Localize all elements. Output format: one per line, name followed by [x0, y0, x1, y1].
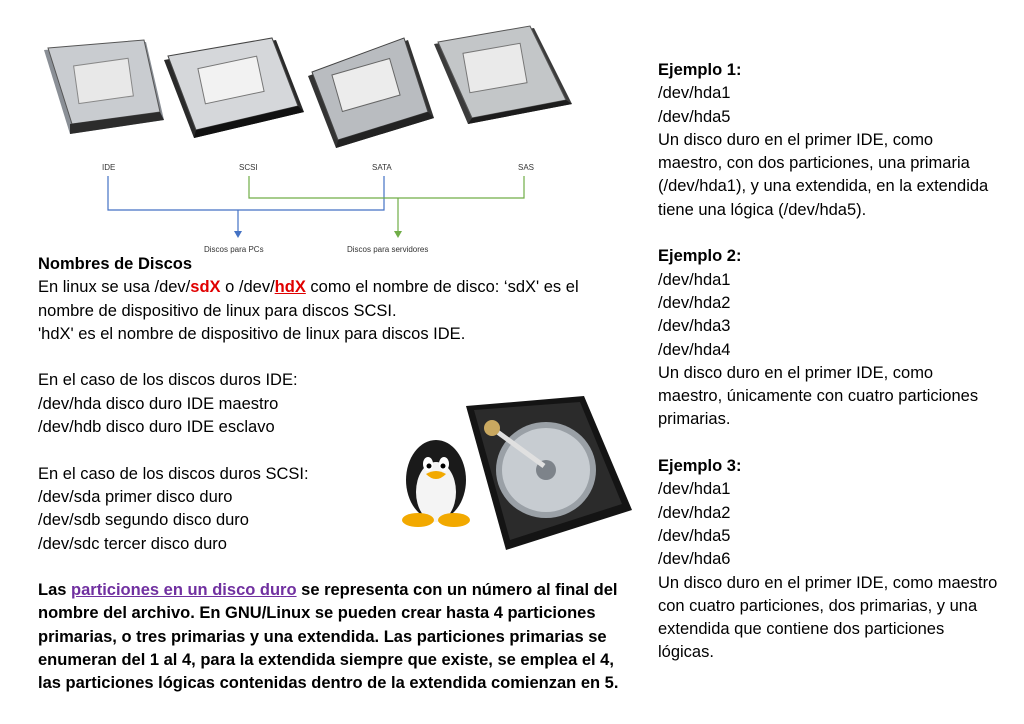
example-description: Un disco duro en el primer IDE, como maestro, únicamente con cuatro particiones primarias.	[658, 363, 979, 429]
page-title: Nombres de Discos	[38, 255, 193, 273]
device-line: /dev/hda2	[658, 293, 731, 312]
scsi-line: /dev/sdc tercer disco duro	[38, 534, 227, 553]
sata-drive-image	[308, 38, 434, 148]
servers-label: Discos para servidores	[347, 245, 429, 254]
scsi-label: SCSI	[239, 163, 258, 172]
example-description: Un disco duro en el primer IDE, como maestro con cuatro particiones, dos primarias, y una extendida que contiene dos particiones lógicas.	[658, 573, 998, 662]
scsi-line: /dev/sda primer disco duro	[38, 487, 233, 506]
sdx-hdx-paragraph: En linux se usa /dev/sdX o /dev/hdX como el nombre de disco: ‘sdX' es el nombre de dispositivo de linux para discos SCSI.	[38, 278, 579, 320]
device-line: /dev/hda5	[658, 107, 731, 126]
open-harddisk-image	[466, 396, 632, 550]
device-line: /dev/hda1	[658, 84, 731, 103]
partitions-link[interactable]: particiones en un disco duro	[71, 581, 297, 600]
scsi-line: /dev/sdb segundo disco duro	[38, 511, 249, 530]
sata-label: SATA	[372, 163, 392, 172]
servers-connector	[249, 176, 524, 238]
example-description: Un disco duro en el primer IDE, como maestro, con dos particiones, una primaria (/dev/hda1), y una extendida, en la extendida tiene una lógica (/dev/hda5).	[658, 130, 989, 219]
device-line: /dev/hda1	[658, 270, 731, 289]
device-line: /dev/hda4	[658, 340, 731, 359]
scsi-line: En el caso de los discos duros SCSI:	[38, 464, 309, 483]
device-line: /dev/hda6	[658, 550, 731, 569]
ide-label: IDE	[102, 163, 116, 172]
tux-harddisk-illustration	[396, 392, 634, 554]
device-line: /dev/hda5	[658, 526, 731, 545]
sdx-highlight: sdX	[190, 278, 221, 297]
ide-line: En el caso de los discos duros IDE:	[38, 371, 298, 390]
pcs-connector	[108, 176, 384, 238]
ide-drive-image	[44, 40, 164, 134]
scsi-drive-image	[164, 38, 304, 138]
device-line: /dev/hda3	[658, 317, 731, 336]
tux-penguin-icon	[402, 440, 470, 527]
partitions-paragraph: Las particiones en un disco duro se representa con un número al final del nombre del archivo. En GNU/Linux se pueden crear hasta 4 particiones primarias, o tres primarias y una extendida. Las particiones primarias se enumeran del 1 al 4, para la extendida siempre que existe, se emplea el 4, las particiones lógicas contenidas dentro de la extendida comienzan en 5.	[38, 581, 619, 693]
ide-line: /dev/hda disco duro IDE maestro	[38, 394, 279, 413]
hard-drives-diagram	[36, 20, 596, 260]
hdx-link[interactable]: hdX	[274, 278, 306, 297]
device-line: /dev/hda1	[658, 480, 731, 499]
device-line: /dev/hda2	[658, 503, 731, 522]
example-title: Ejemplo 1:	[658, 61, 742, 79]
example-title: Ejemplo 2:	[658, 247, 742, 266]
examples-column	[658, 59, 998, 665]
pcs-label: Discos para PCs	[204, 245, 264, 254]
hdx-paragraph: 'hdX' es el nombre de dispositivo de linux para discos IDE.	[38, 324, 466, 343]
example-title: Ejemplo 3:	[658, 457, 742, 476]
sas-label: SAS	[518, 163, 535, 172]
sas-drive-image	[434, 26, 572, 124]
ide-line: /dev/hdb disco duro IDE esclavo	[38, 418, 275, 437]
